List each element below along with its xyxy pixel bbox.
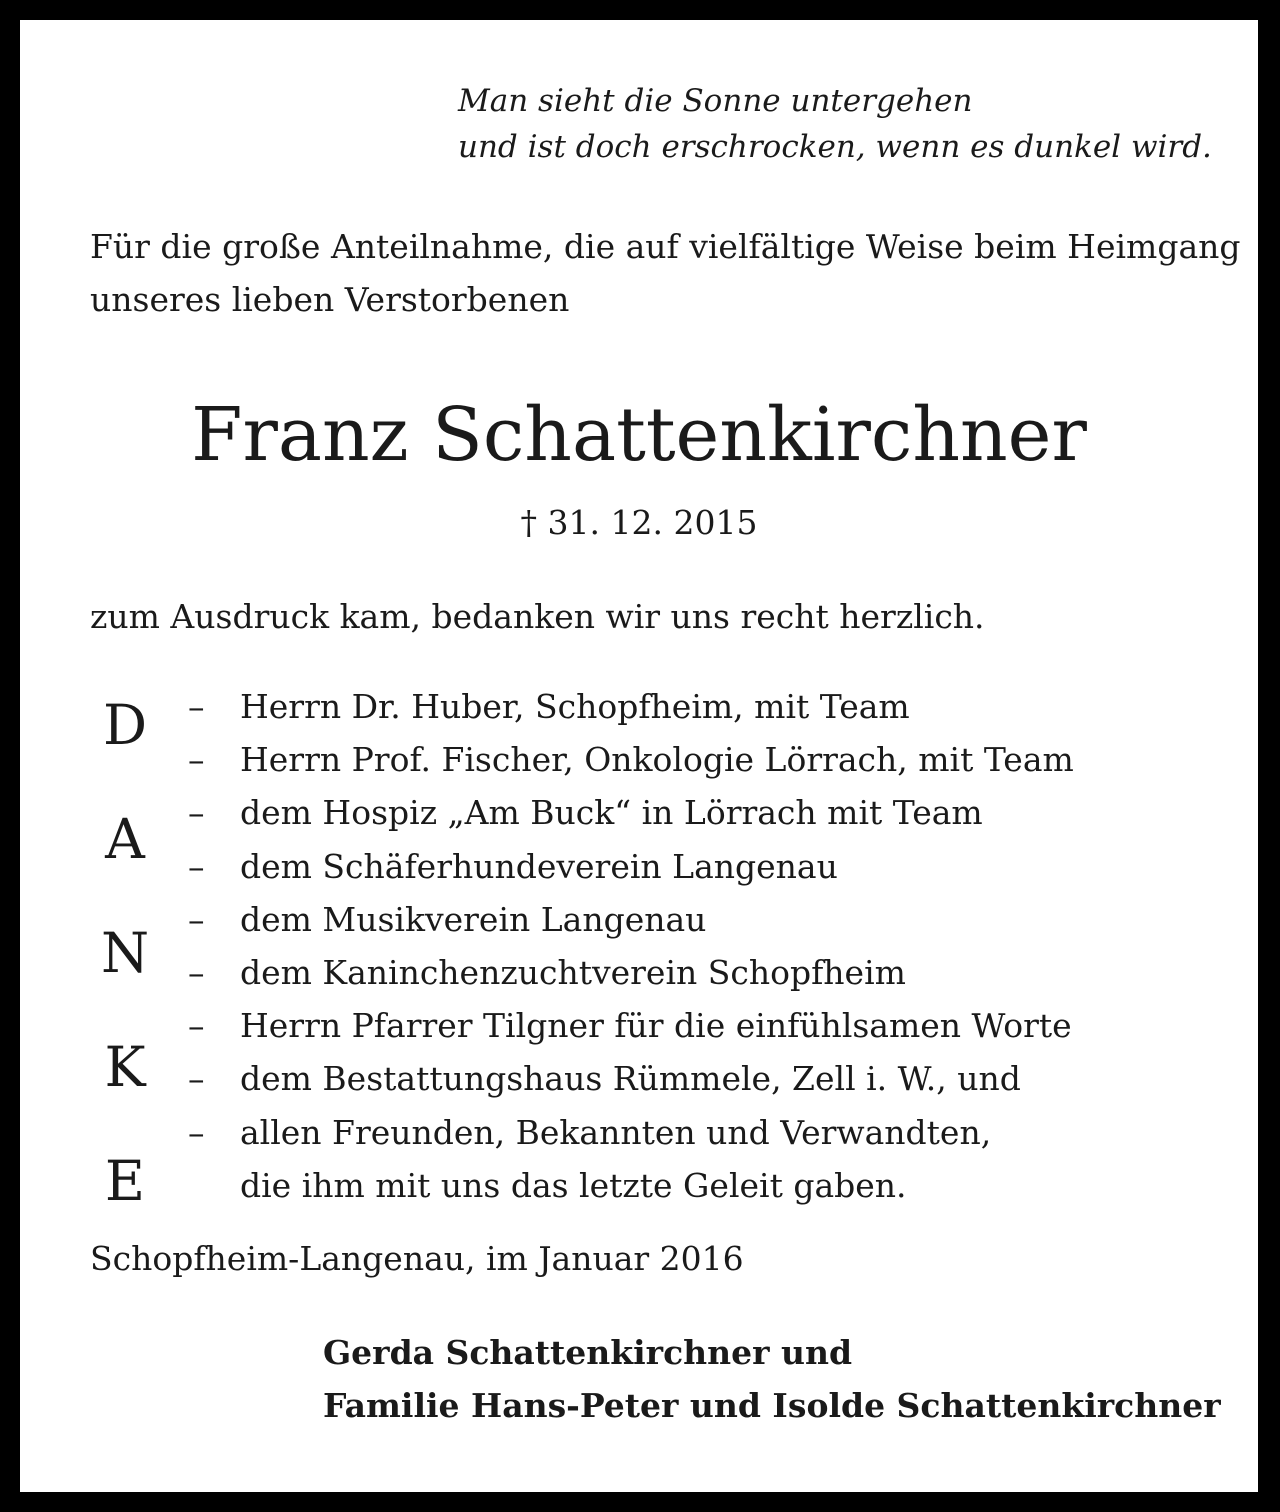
dash: – — [188, 793, 205, 833]
danke-letter: K — [104, 1035, 146, 1099]
deceased-name: Franz Schattenkirchner — [191, 392, 1087, 478]
dash: – — [188, 953, 205, 993]
intro-text — [90, 220, 1241, 326]
list-item — [180, 840, 1074, 893]
list-item — [180, 999, 1074, 1052]
list-item — [180, 1052, 1074, 1105]
dash: – — [188, 899, 205, 939]
dash: – — [188, 1112, 205, 1152]
quote-line-1: Man sieht die Sonne untergehen — [458, 83, 973, 119]
signature-line-2: Familie Hans-Peter und Isolde Schattenkirchner — [323, 1386, 1221, 1425]
list-item-text: die ihm mit uns das letzte Geleit gaben. — [240, 1165, 907, 1205]
dash: – — [188, 687, 205, 726]
signature-line-1: Gerda Schattenkirchner und — [323, 1333, 853, 1372]
list-item-text: allen Freunden, Bekannten und Verwandten, — [240, 1112, 992, 1152]
acknowledgement-list — [180, 680, 1074, 1212]
list-item-text: Herrn Dr. Huber, Schopfheim, mit Team — [240, 687, 910, 726]
list-item — [180, 1106, 1074, 1159]
dash: – — [188, 846, 205, 886]
danke-letter: N — [100, 921, 150, 985]
danke-letter: D — [102, 693, 148, 757]
danke-acrostic — [90, 686, 160, 1256]
thanks-text: zum Ausdruck kam, bedanken wir uns recht herzlich. — [90, 597, 985, 636]
dash: – — [188, 1006, 205, 1046]
danke-letter: E — [104, 1149, 146, 1213]
list-item-text: dem Kaninchenzuchtverein Schopfheim — [240, 953, 906, 993]
list-item-text: dem Bestattungshaus Rümmele, Zell i. W., und — [240, 1059, 1021, 1099]
obituary-notice — [20, 20, 1258, 1492]
list-item-text: dem Hospiz „Am Buck“ in Lörrach mit Team — [240, 793, 983, 833]
list-item-text: Herrn Prof. Fischer, Onkologie Lörrach, mit Team — [240, 740, 1074, 780]
signature — [323, 1326, 1221, 1432]
intro-line-1: Für die große Anteilnahme, die auf vielfältige Weise beim Heimgang — [90, 227, 1241, 266]
list-item-continuation — [180, 1159, 1074, 1212]
list-item-text: dem Musikverein Langenau — [240, 899, 707, 939]
list-item-text: Herrn Pfarrer Tilgner für die einfühlsamen Worte — [240, 1006, 1072, 1046]
death-date: † 31. 12. 2015 — [520, 503, 758, 542]
list-item — [180, 680, 1074, 733]
quote — [458, 78, 1212, 170]
quote-line-2: und ist doch erschrocken, wenn es dunkel wird. — [458, 129, 1212, 165]
intro-line-2: unseres lieben Verstorbenen — [90, 280, 570, 319]
place-date: Schopfheim-Langenau, im Januar 2016 — [90, 1239, 744, 1278]
list-item — [180, 786, 1074, 839]
list-item-text: dem Schäferhundeverein Langenau — [240, 846, 838, 886]
dash: – — [188, 740, 205, 780]
list-item — [180, 733, 1074, 786]
list-item — [180, 893, 1074, 946]
dash: – — [188, 1059, 205, 1099]
list-item — [180, 946, 1074, 999]
danke-letter: A — [105, 807, 145, 871]
